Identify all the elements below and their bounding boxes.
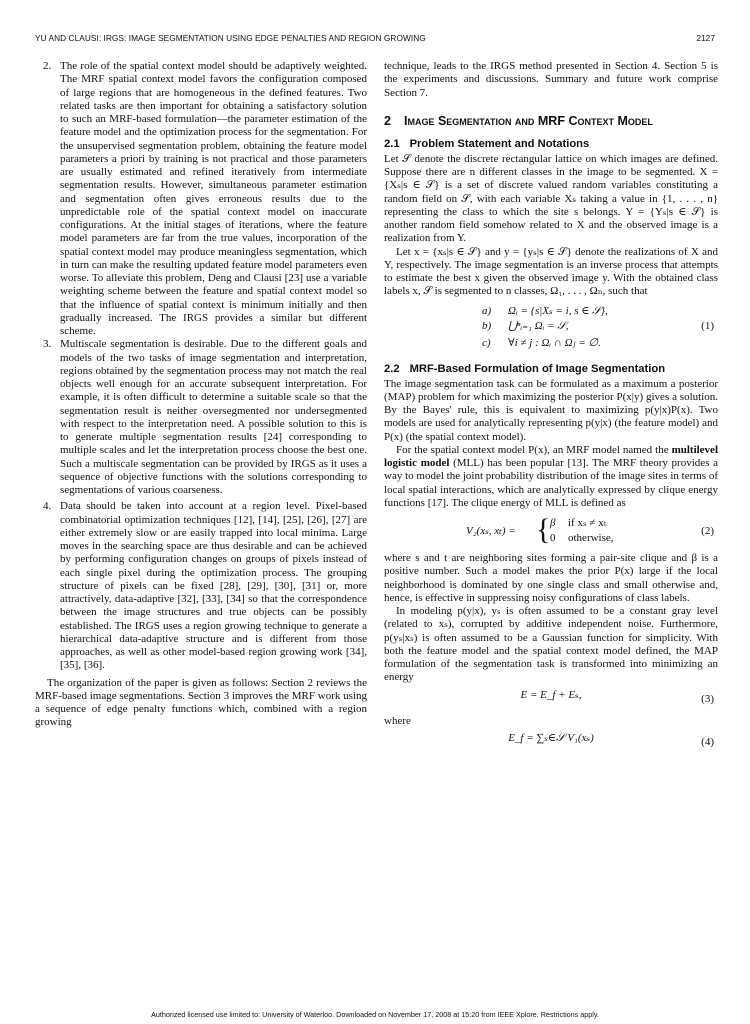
equation-3 xyxy=(384,689,718,711)
case-condition: if xₛ ≠ xₜ xyxy=(568,517,607,529)
where-text: where xyxy=(384,714,411,727)
section-heading xyxy=(384,114,718,129)
paragraph-text: (MLL) has been popular [13]. The MRF theory provides a way to model the joint probability distribution of the image sites in terms of local spatial interactions, which are analytically expressed by clique energy functions [17]. The clique energy of MLL is defined as xyxy=(384,457,719,509)
list-item-number: 2. xyxy=(43,60,52,72)
list-item-text: Multiscale segmentation is desirable. Due to the different goals and models of the two tasks of image segmentation and interpretation, regions obtained by the segmentation process may not match the real objects well enough for an accurate subsequent interpretation. For example, it is often difficult to determine a suitable scale so that the segmentation result is neither oversegmented nor undersegmented with respect to the interpretation need. A possible solution to this is to generate multiple segmentation results [24] corresponding to multiple scales and let the interpretation process choose the best one. Such a multiscale segmentation can be provided by IRGS as it uses a sequence of objective functions with the solutions corresponding to segmentations of various coarseness. xyxy=(60,338,367,496)
equation-lhs: V₂(xₛ, xₜ) = xyxy=(466,525,516,537)
case-value: 0 xyxy=(550,532,556,544)
list-item-text: Data should be taken into account at a region level. Pixel-based combinatorial optimization techniques [12], [14], [25], [26], [27] are either extremely slow or are easily trapped into local minima. Large moves in the searching space are thus desirable and can be achieved by performing configuration changes on groups of pixels instead of each single pixel during the optimization process. The grouping structure of pixels can be fixed [28], [29], [30], [31] or, more attractively, data-adaptive [32], [33], [34] so that the correspondence between the image structures and true objects can be possibly established. The IRGS uses a region growing technique to generate a hierarchical data-adaptive structure and is different from those approaches, as well as other model-based region growing work [34], [35], [36]. xyxy=(60,500,367,672)
equation-number: (3) xyxy=(701,692,714,705)
case-condition: otherwise, xyxy=(568,532,614,544)
list-item-number: 3. xyxy=(43,338,52,351)
paragraph-text: For the spatial context model P(x), an MRF model named the xyxy=(396,443,672,456)
equation-line xyxy=(384,337,718,352)
organization-paragraph: The organization of the paper is given as follows: Section 2 reviews the MRF-based image segmentations. Section 3 improves the MRF work using a sequence of edge penalty functions which, combined with a region growing xyxy=(35,676,367,729)
subsection-heading xyxy=(384,362,718,376)
paragraph: where s and t are neighboring sites forming a pair-site clique and β is a positive number. Such a model makes the prior P(x) large if the local neighborhood is dominated by one single class and small otherwise and, hence, is effective in suppressing noisy configurations of class labels. xyxy=(384,552,718,604)
left-column xyxy=(35,60,367,730)
equation-line xyxy=(384,305,718,320)
subsection-number: 2.1 xyxy=(384,137,400,150)
equation-line-label: b) xyxy=(482,319,492,332)
equation-line-expr: Ωᵢ = {s|Xₛ = i, s ∈ 𝒮}, xyxy=(508,304,608,317)
paragraph xyxy=(384,444,718,510)
paragraph: In modeling p(y|x), yₛ is often assumed to be a constant gray level (related to xₛ), corrupted by additive independent noise. Furthermore, p(yₛ|xₛ) is often assumed to be a Gaussian function for simplicity. With both the feature model and the spatial context model defined, the MAP formulation of the segmentation task is transformed into minimizing an energy xyxy=(384,605,718,684)
equation-4 xyxy=(384,732,718,754)
running-head xyxy=(35,33,715,47)
equation-line-expr: ∀i ≠ j : Ωᵢ ∩ Ωⱼ = ∅. xyxy=(508,336,601,349)
list-item xyxy=(35,338,367,497)
paragraph: The image segmentation task can be formulated as a maximum a posterior (MAP) problem for which maximizing the posterior P(x|y) gives a solution. By the Bayes' rule, this is equivalent to maximizing p(y|x)P(x). Two models are used for analytically representing p(y|x) (the feature model) and P(x) (the spatial context model). xyxy=(384,377,718,443)
section-number: 2 xyxy=(384,113,391,128)
equation-line-label: a) xyxy=(482,304,492,317)
footer-license: Authorized licensed use limited to: University of Waterloo. Downloaded on November 17, 2008 at 15:20 from IEEE Xplore. Restrictions apply. xyxy=(151,1010,599,1019)
equation-2 xyxy=(384,513,718,548)
paragraph: Let 𝒮 denote the discrete rectangular lattice on which images are defined. Suppose there are n different classes in the image to be segmented. X = {Xₛ|s ∈ 𝒮} is a set of discrete valued random variables constituting a random field on 𝒮, with each variable Xₛ taking a value in {1, . . . , n} representing the class to which the site s belongs. Y = {Yₛ|s ∈ 𝒮} is another random field somehow related to X and the observed image is a realization from Y. xyxy=(384,152,718,245)
equation-number: (2) xyxy=(701,525,714,537)
brace-glyph: { xyxy=(536,513,551,546)
right-column xyxy=(384,60,718,758)
page-number: 2127 xyxy=(696,33,715,43)
bold-term: multilevel logistic model xyxy=(384,443,718,469)
equation-line xyxy=(384,320,718,337)
section-title: Image Segmentation and MRF Context Model xyxy=(404,113,653,128)
equation-line-expr: ⋃ⁿᵢ₌₁ Ωᵢ = 𝒮, xyxy=(508,319,569,332)
equation-line-label: c) xyxy=(482,336,491,349)
equation-number: (4) xyxy=(701,735,714,748)
numbered-list xyxy=(35,60,367,673)
running-title: YU AND CLAUSI: IRGS: IMAGE SEGMENTATION USING EDGE PENALTIES AND REGION GROWING xyxy=(35,33,426,43)
equation-1 xyxy=(384,305,718,352)
paragraph: Let x = {xₛ|s ∈ 𝒮} and y = {yₛ|s ∈ 𝒮} denote the realizations of X and Y, respectively. The image segmentation is an inverse process that attempts to estimate the best x given the observed image y. With the obtained class labels x, 𝒮 is segmented to n classes, Ω₁, . . . , Ωₙ, such that xyxy=(384,245,718,298)
list-item xyxy=(35,60,367,338)
equation-expr: E = E_f + Eₛ, xyxy=(520,688,582,701)
list-item-number: 4. xyxy=(43,500,52,513)
subsection-title: MRF-Based Formulation of Image Segmentation xyxy=(409,362,666,375)
subsection-number: 2.2 xyxy=(384,362,400,375)
subsection-heading xyxy=(384,137,718,151)
subsection-title: Problem Statement and Notations xyxy=(409,137,590,150)
case-value: β xyxy=(550,517,556,529)
list-item xyxy=(35,500,367,672)
equation-expr: E_f = ∑ₛ∈𝒮 V₁(xₛ) xyxy=(508,731,594,744)
list-item-text: The role of the spatial context model should be adaptively weighted. The MRF spatial context model favors the configuration composed of large regions that are homogeneous in the defined features. Two related tasks are then important for obtaining a satisfactory solution to such an MRF-based formulation—the parameter estimation of the feature model and the optimization process for the segmentation. For the unsupervised segmentation problem, obtaining the feature model parameters a priori by training is not practical and those parameters are usually estimated and refined iteratively from intermediate segmentation results. However, simultaneous parameter estimation and segmentation often gives erroneous results due to the unpredictable role of the spatial context model on inaccurate configurations. At the initial stages of iterations, where the feature model parameters are far from the true values, incorporation of the spatial context model may produce meaningless segmentation, which in turn can make the resulting updated feature model parameters even worse. To alleviate this problem, Deng and Clausi [23] use a variable weighting scheme between the feature and spatial context model so that the influence of spatial context is minimum initially and then gradually increased. The IRGS provides a similar but different scheme. xyxy=(60,60,367,337)
continuation-paragraph: technique, leads to the IRGS method presented in Section 4. Section 5 is the experiments and discussions. Summary and future work comprise Section 7. xyxy=(384,60,718,99)
equation-number: (1) xyxy=(701,319,714,332)
